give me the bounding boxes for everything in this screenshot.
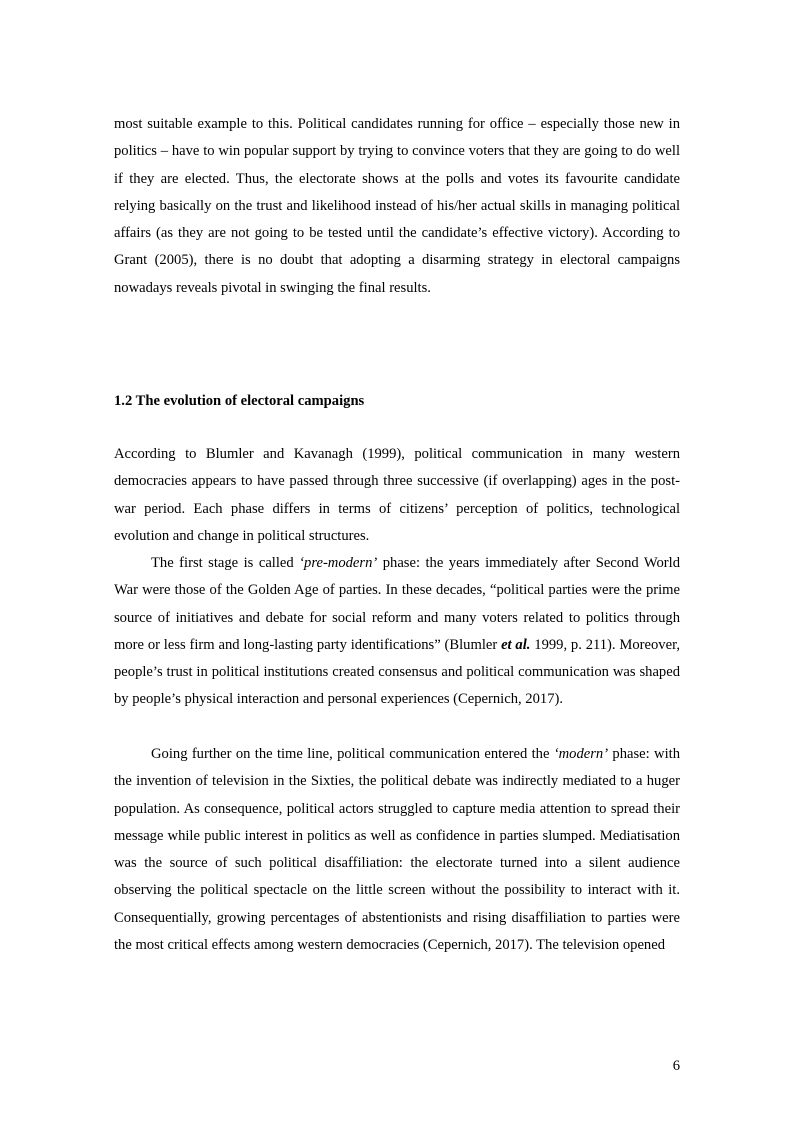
modern-term: ‘modern’ xyxy=(553,746,609,762)
et-al-citation: et al. xyxy=(501,636,531,653)
modern-text-c: phase: with the invention of television in the Sixties, the political debate was indirectly mediated to a huger population. As consequence, political actors struggled to capture media attention to spread their message while public interest in politics as well as confidence in parties slumped. Mediatisation was the source of such political disaffiliation: the electorate turned into a silent audience observing the political spectacle on the little screen without the possibility to interact with it. Consequentially, growing percentages of abstentionists and rising disaffiliation to parties were the most critical effects among western democracies (Cepernich, 2017). The television opened xyxy=(114,746,680,954)
page-number: 6 xyxy=(672,1058,680,1074)
pre-modern-text-c: phase: the years immediately after Second World War were those of the Golden Age of parties. In these decades, “political parties were the prime source of initiatives and debate for social reform and many voters related to politics through more or less firm and long-lasting party identifications” (Blumler xyxy=(114,555,681,653)
paragraph-candidates-trust: most suitable example to this. Political candidates running for office – especially those new in politics – have to win popular support by trying to convince voters that they are going to do well if they are elected. Thus, the electorate shows at the polls and votes its favourite candidate relying basically on the trust and likelihood instead of his/her actual skills in managing political affairs (as they are not going to be tested until the candidate’s effective victory). According to Grant (2005), there is no doubt that adopting a disarming strategy in electoral campaigns nowadays reveals pivotal in swinging the final results. xyxy=(114,116,680,296)
modern-text-a: Going further on the time line, political communication entered the xyxy=(151,746,554,762)
paragraph-three-ages: According to Blumler and Kavanagh (1999), political communication in many western democracies appears to have passed through three successive (if overlapping) ages in the post-war period. Each phase differs in terms of citizens’ perception of politics, technological evolution and change in political structures. xyxy=(114,446,680,544)
paragraph-pre-modern-phase xyxy=(114,550,680,714)
paragraph-modern-phase xyxy=(114,741,680,959)
section-heading: 1.2 The evolution of electoral campaigns xyxy=(114,393,365,409)
pre-modern-text-a: The first stage is called xyxy=(151,555,300,571)
pre-modern-term: ‘pre-modern’ xyxy=(299,555,378,571)
pre-modern-text-e: 1999, p. 211). Moreover, people’s trust in political institutions created consensus and political communication was shaped by people’s physical interaction and personal experiences (Cepernich, 2017). xyxy=(114,636,680,708)
